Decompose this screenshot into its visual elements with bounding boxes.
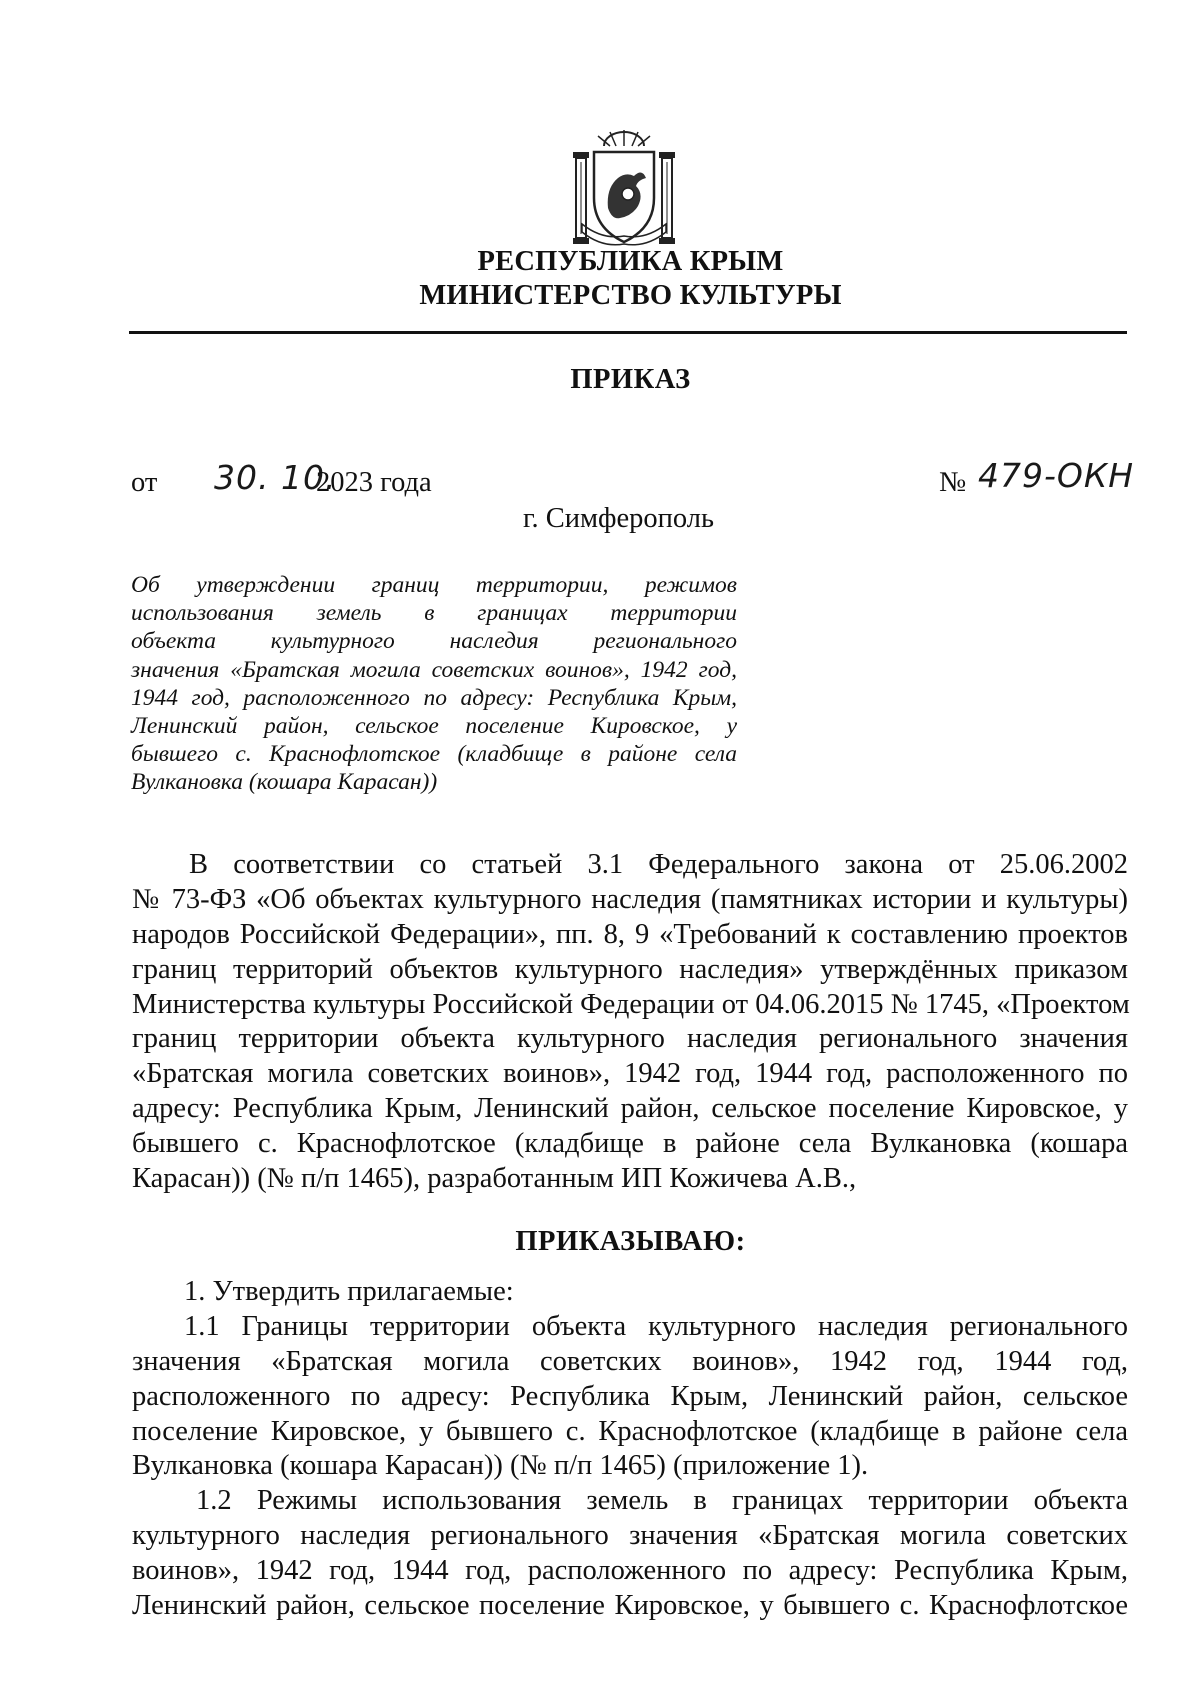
preamble-line: народов Российской Федерации», пп. 8, 9 «Требований к составлению проектов: [132, 918, 1128, 950]
item-1-1-line: поселение Кировское, у бывшего с. Краснофлотское (кладбище в районе села: [132, 1415, 1128, 1447]
subject-line: использования земель в границах территории: [131, 600, 737, 627]
item-1-1-line: 1.1 Границы территории объекта культурного наследия регионального: [184, 1310, 1128, 1342]
preamble-line: бывшего с. Краснофлотское (кладбище в районе села Вулкановка (кошара: [132, 1128, 1128, 1160]
order-subject: [131, 571, 737, 797]
item-1-2-line: 1.2 Режимы использования земель в границах территории объекта: [196, 1485, 1128, 1517]
item-1-1-line: значения «Братская могила советских воинов», 1942 год, 1944 год,: [132, 1345, 1128, 1377]
item-1-1-line: Вулкановка (кошара Карасан)) (№ п/п 1465) (приложение 1).: [132, 1450, 869, 1482]
header-divider: [129, 331, 1127, 334]
item-1-1-line: расположенного по адресу: Республика Крым, Ленинский район, сельское: [132, 1380, 1128, 1412]
item-1-2-line: воинов», 1942 год, 1944 год, расположенного по адресу: Республика Крым,: [132, 1555, 1128, 1587]
subject-line: Об утверждении границ территории, режимов: [131, 572, 737, 598]
crimea-coat-of-arms-icon: [572, 128, 676, 252]
preamble: [132, 848, 1128, 1197]
preamble-line: адресу: Республика Крым, Ленинский район, сельское поселение Кировское, у: [132, 1093, 1128, 1125]
subject-line: 1944 год, расположенного по адресу: Республика Крым,: [131, 684, 737, 711]
number-label: №: [939, 467, 967, 498]
document-type: ПРИКАЗ: [570, 364, 691, 395]
item-1-2-line: культурного наследия регионального значения «Братская могила советских: [132, 1520, 1128, 1552]
item-1: 1. Утвердить прилагаемые:: [184, 1276, 514, 1307]
subject-line: бывшего с. Краснофлотское (кладбище в районе села: [131, 741, 737, 768]
subject-line: Вулкановка (кошара Карасан)): [131, 769, 438, 796]
preamble-line: «Братская могила советских воинов», 1942 год, 1944 год, расположенного по: [132, 1058, 1128, 1090]
preamble-line: № 73-ФЗ «Об объектах культурного наследия (памятниках истории и культуры): [132, 883, 1128, 915]
order-keyword: ПРИКАЗЫВАЮ:: [515, 1226, 746, 1257]
city: г. Симферополь: [523, 503, 714, 534]
preamble-line: границ территорий объектов культурного наследия» утверждённых приказом: [132, 953, 1128, 985]
order-number-handwritten: 479-ОКН: [978, 456, 1135, 495]
from-label: от: [131, 467, 158, 498]
preamble-line: Министерства культуры Российской Федерации от 04.06.2015 № 1745, «Проектом: [132, 988, 1130, 1020]
subject-line: Ленинский район, сельское поселение Кировское, у: [131, 713, 737, 740]
ministry-title: МИНИСТЕРСТВО КУЛЬТУРЫ: [419, 280, 842, 311]
preamble-line: границ территории объекта культурного наследия регионального значения: [132, 1023, 1128, 1055]
date-handwritten: 30. 10.: [214, 458, 337, 497]
order-items: [132, 1275, 1128, 1624]
item-1-2-line: Ленинский район, сельское поселение Кировское, у бывшего с. Краснофлотское: [132, 1590, 1128, 1622]
preamble-line: В соответствии со статьей 3.1 Федерального закона от 25.06.2002: [189, 849, 1128, 880]
republic-title: РЕСПУБЛИКА КРЫМ: [477, 246, 784, 277]
subject-line: значения «Братская могила советских воинов», 1942 год,: [131, 656, 737, 683]
preamble-line: Карасан)) (№ п/п 1465), разработанным ИП Кожичева А.В.,: [132, 1163, 857, 1195]
subject-line: объекта культурного наследия регионального: [131, 628, 737, 655]
date-year: 2023 года: [316, 467, 432, 498]
